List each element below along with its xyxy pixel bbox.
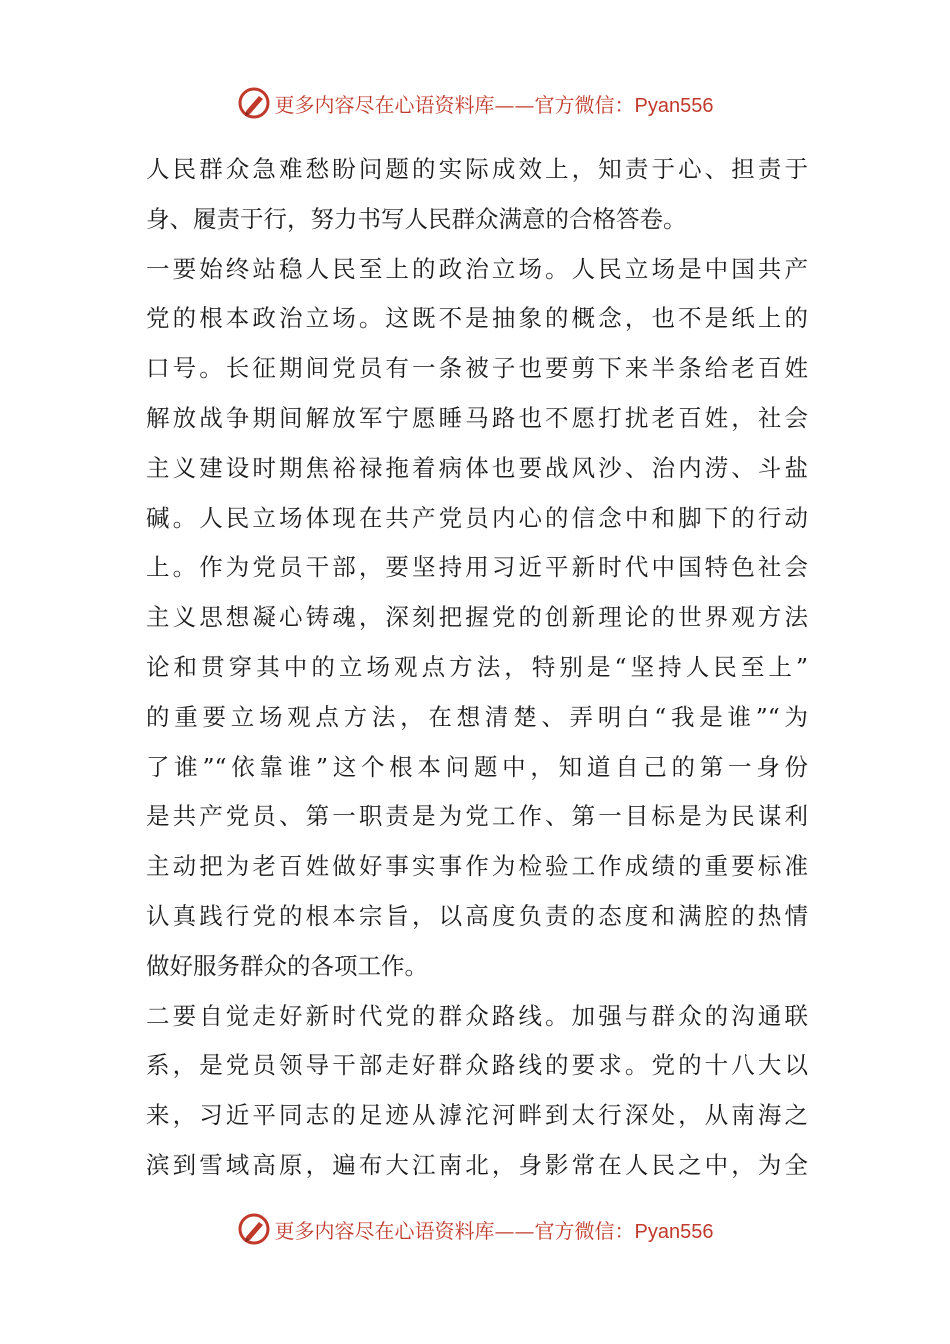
banner-text xyxy=(275,1215,714,1244)
text-line: 碱。人民立场体现在共产党员内心的信念中和脚下的行动 xyxy=(146,503,808,532)
document-body xyxy=(146,145,808,1191)
banner-official-label: 官方微信： xyxy=(534,1218,635,1243)
text-line: 主动把为老百姓做好事实事作为检验工作成绩的重要标准 xyxy=(146,852,808,881)
pen-logo-icon xyxy=(237,86,271,120)
banner-brand: 更多内容尽在心语资料库 xyxy=(274,1218,495,1243)
banner-wechat-id: Pyan556 xyxy=(634,94,714,117)
text-line: 主义建设时期焦裕禄拖着病体也要战风沙、治内涝、斗盐 xyxy=(146,453,808,482)
text-line: 二要自觉走好新时代党的群众路线。加强与群众的沟通联 xyxy=(146,1001,808,1030)
banner-text xyxy=(275,89,714,118)
text-line: 做好服务群众的各项工作。 xyxy=(146,951,428,980)
text-line: 上。作为党员干部，要坚持用习近平新时代中国特色社会 xyxy=(146,553,808,582)
text-line: 党的根本政治立场。这既不是抽象的概念，也不是纸上的 xyxy=(146,304,808,333)
text-line: 滨到雪域高原，遍布大江南北，身影常在人民之中，为全 xyxy=(146,1150,808,1179)
banner-dash: —— xyxy=(494,92,535,117)
footer-banner xyxy=(0,1207,950,1251)
banner-dash: —— xyxy=(494,1218,535,1243)
text-line: 系，是党员领导干部走好群众路线的要求。党的十八大以 xyxy=(146,1051,808,1080)
pen-logo-icon xyxy=(237,1212,271,1246)
text-line: 主义思想凝心铸魂，深刻把握党的创新理论的世界观方法 xyxy=(146,603,808,632)
text-line: 口号。长征期间党员有一条被子也要剪下来半条给老百姓 xyxy=(146,354,808,383)
text-line: 人民群众急难愁盼问题的实际成效上，知责于心、担责于 xyxy=(146,155,808,183)
text-line: 认真践行党的根本宗旨，以高度负责的态度和满腔的热情 xyxy=(146,901,808,930)
text-line: 解放战争期间解放军宁愿睡马路也不愿打扰老百姓，社会 xyxy=(146,403,808,432)
text-line: 一要始终站稳人民至上的政治立场。人民立场是中国共产 xyxy=(146,254,808,283)
text-line: 了谁”“依靠谁”这个根本问题中，知道自己的第一身份 xyxy=(146,752,808,781)
banner-official-label: 官方微信： xyxy=(534,92,635,117)
banner-wechat-id: Pyan556 xyxy=(634,1220,714,1243)
text-line: 论和贯穿其中的立场观点方法，特别是“坚持人民至上” xyxy=(146,652,808,681)
text-line: 身、履责于行，努力书写人民群众满意的合格答卷。 xyxy=(146,204,687,233)
header-banner xyxy=(0,81,950,125)
text-line: 来，习近平同志的足迹从滹沱河畔到太行深处，从南海之 xyxy=(146,1101,808,1130)
text-line: 是共产党员、第一职责是为党工作、第一目标是为民谋利 xyxy=(146,802,808,831)
text-line: 的重要立场观点方法，在想清楚、弄明白“我是谁”“为 xyxy=(146,702,808,731)
banner-brand: 更多内容尽在心语资料库 xyxy=(274,92,495,117)
